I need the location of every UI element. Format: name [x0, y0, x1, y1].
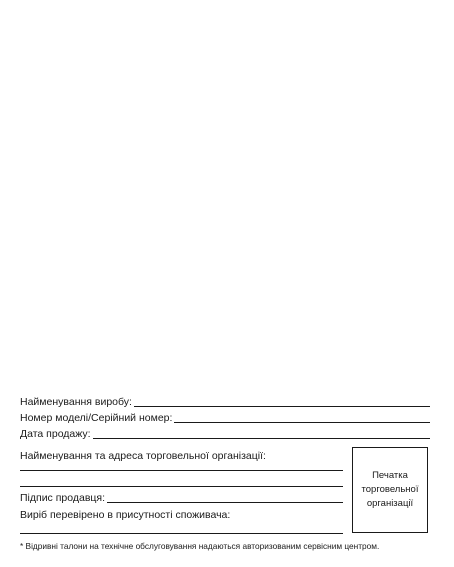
seller-signature-row: [20, 492, 343, 504]
seller-signature-field[interactable]: [107, 492, 343, 503]
shop-name-address-label: Найменування та адреса торговельної організації:: [20, 450, 266, 462]
shop-name-address-field-2[interactable]: [20, 486, 343, 487]
stamp-box: [352, 447, 428, 533]
footnote: * Відривні талони на технічне обслуговування надаються авторизованим сервісним центром.: [20, 541, 380, 551]
model-serial-label: Номер моделі/Серійний номер:: [20, 412, 173, 424]
product-name-label: Найменування виробу:: [20, 396, 132, 408]
checked-in-presence-label: Виріб перевірено в присутності споживача:: [20, 509, 231, 521]
model-serial-row: [20, 412, 430, 424]
sale-date-row: [20, 428, 430, 440]
stamp-label-line1: Печатка: [372, 470, 408, 481]
stamp-label-line3: організації: [366, 498, 414, 509]
stamp-label-line2: торговельної: [361, 484, 419, 495]
product-name-field[interactable]: [134, 396, 430, 407]
shop-name-address-field-1[interactable]: [20, 470, 343, 471]
product-name-row: [20, 396, 430, 408]
consumer-signature-field[interactable]: [20, 533, 343, 534]
sale-date-field[interactable]: [93, 428, 430, 439]
sale-date-label: Дата продажу:: [20, 428, 91, 440]
seller-signature-label: Підпис продавця:: [20, 492, 106, 504]
model-serial-field[interactable]: [174, 412, 430, 423]
